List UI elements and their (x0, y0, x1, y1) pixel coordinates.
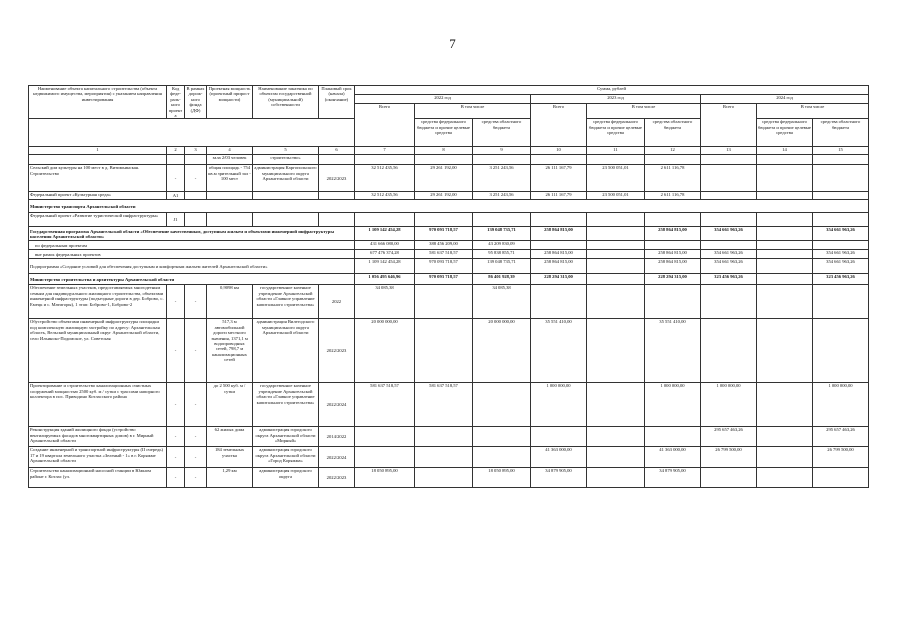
road-fund-cell (185, 192, 207, 200)
table-row (29, 319, 869, 383)
table-row (29, 468, 869, 488)
road-fund-cell: - (185, 468, 207, 488)
column-number: 13 (701, 147, 757, 155)
amount-cell: 29 261 192,00 (415, 165, 473, 192)
amount-cell (473, 447, 531, 468)
amount-cell (813, 213, 869, 227)
project-code-cell: - (167, 447, 185, 468)
capacity-cell: 0,9098 км (207, 285, 253, 319)
row-label: вне рамок федеральных проектов (29, 250, 355, 259)
amount-cell (473, 213, 531, 227)
amount-cell: 139 048 735,71 (473, 259, 531, 274)
amount-cell (757, 285, 813, 319)
amount-cell (701, 192, 757, 200)
customer-cell (253, 213, 319, 227)
column-number: 10 (531, 147, 587, 155)
table-row (29, 213, 869, 227)
amount-cell: 23 500 051,01 (587, 192, 645, 200)
period-cell (319, 192, 355, 200)
amount-cell: 29 261 192,00 (415, 192, 473, 200)
amount-cell: 1 109 142 454,28 (355, 259, 415, 274)
project-code-cell: А1 (167, 192, 185, 200)
project-code-cell: - (167, 383, 185, 427)
amount-cell: 295 657 463,26 (701, 427, 757, 447)
amount-cell (415, 285, 473, 319)
column-number: 8 (415, 147, 473, 155)
project-code-cell: - (167, 468, 185, 488)
amount-cell: 354 661 963,26 (701, 227, 757, 241)
table-row (29, 285, 869, 319)
customer-cell (253, 192, 319, 200)
capacity-cell: до 2 500 куб. м / сутки (207, 383, 253, 427)
amount-cell (757, 319, 813, 383)
period-cell: 2022/2024 (319, 383, 355, 427)
amount-cell: 3 251 243,56 (473, 192, 531, 200)
row-label: Государственная программа Архангельской области «Обеспечение качественным, доступным жильем и объектами инженерной инфраструктуры населения Архангельской области» (29, 227, 355, 241)
amount-cell: 677 476 374,28 (355, 250, 415, 259)
amount-cell: 18 050 895,00 (473, 468, 531, 488)
amount-cell: 41 363 000,00 (645, 447, 701, 468)
amount-cell (645, 213, 701, 227)
amount-cell: 970 093 718,57 (415, 259, 473, 274)
object-name-cell: Строительство канализационной насосной станции в Южном районе г. Котлас (ул. (29, 468, 167, 488)
customer-cell: администрация городского округа Архангельской области «Город Коряжма» (253, 447, 319, 468)
road-fund-cell: - (185, 427, 207, 447)
amount-cell: 20 000 000,00 (473, 319, 531, 383)
period-cell (319, 155, 355, 165)
amount-cell: 1 000 000,00 (813, 383, 869, 427)
amount-cell (415, 213, 473, 227)
amount-cell (813, 192, 869, 200)
amount-cell: 388 456 209,00 (415, 241, 473, 250)
amount-cell (531, 213, 587, 227)
object-name-cell: Реконструкция зданий жилищного фонда (устройство вентилируемых фасадов многоквартирных домов) в г. Мирный Архангельской области (29, 427, 167, 447)
amount-cell (757, 241, 813, 250)
amount-cell: 2 611 116,78 (645, 192, 701, 200)
header-year-2023: 2023 год (531, 95, 701, 104)
amount-cell: 431 666 080,00 (355, 241, 415, 250)
amount-cell (701, 155, 757, 165)
header-federal-funds: средства федерального бюджета и прочие целевые средства (587, 119, 645, 147)
header-federal-funds: средства федерального бюджета и прочие целевые средства (757, 119, 813, 147)
project-code-cell: - (167, 319, 185, 383)
amount-cell: 354 661 963,26 (701, 250, 757, 259)
column-number: 3 (185, 147, 207, 155)
header-project-code: Код феде-раль-ного проекта (167, 86, 185, 119)
amount-cell: 1 109 142 454,28 (355, 227, 415, 241)
column-number: 9 (473, 147, 531, 155)
header-capacity: Проектная мощность (проектный прирост мощности) (207, 86, 253, 119)
amount-cell: 32 512 435,56 (355, 165, 415, 192)
row-label: Подпрограмма «Создание условий для обеспечения доступным и комфортным жильем жителей Архангельской области» (29, 259, 355, 274)
amount-cell: 26 111 167,79 (531, 192, 587, 200)
capacity-cell: 184 земельных участка (207, 447, 253, 468)
table-row (29, 274, 869, 285)
amount-cell (757, 447, 813, 468)
header-total: Всего (355, 104, 415, 147)
table-row (29, 227, 869, 241)
amount-cell (415, 427, 473, 447)
amount-cell (587, 383, 645, 427)
amount-cell: 18 050 895,00 (355, 468, 415, 488)
period-cell (319, 213, 355, 227)
amount-cell: 581 637 518,57 (415, 250, 473, 259)
amount-cell: 20 000 000,00 (355, 319, 415, 383)
capacity-cell: 1,29 км (207, 468, 253, 488)
amount-cell (701, 319, 757, 383)
amount-cell (813, 319, 869, 383)
amount-cell: 26 799 500,00 (813, 447, 869, 468)
column-number: 12 (645, 147, 701, 155)
column-number: 11 (587, 147, 645, 155)
header-total: Всего (531, 104, 587, 147)
amount-cell: 1 000 000,00 (645, 383, 701, 427)
object-name-cell: Обустройство объектами инженерной инфраструктуры площадки под комплексную жилищную застройку по адресу: Архангельская область, Вельский муниципальный округ Архангельской области, село Ильинско-Подомское, ул. Советская (29, 319, 167, 383)
amount-cell: 41 363 000,00 (531, 447, 587, 468)
road-fund-cell (185, 213, 207, 227)
amount-cell (757, 250, 813, 259)
amount-cell (587, 250, 645, 259)
amount-cell (531, 241, 587, 250)
capacity-cell: общая площадь - 754 кв.м зрительный зал - 100 мест (207, 165, 253, 192)
amount-cell (415, 155, 473, 165)
header-including: В том числе (587, 104, 701, 119)
capacity-cell (207, 213, 253, 227)
amount-cell: 354 661 963,26 (813, 227, 869, 241)
amount-cell (645, 241, 701, 250)
amount-cell: 139 048 735,71 (473, 227, 531, 241)
amount-cell: 258 864 815,00 (531, 227, 587, 241)
amount-cell: 34 085,38 (355, 285, 415, 319)
amount-cell (813, 155, 869, 165)
period-cell: 2022 (319, 285, 355, 319)
amount-cell: 26 111 167,79 (531, 165, 587, 192)
amount-cell: 295 657 463,26 (813, 427, 869, 447)
header-customer: Наименование заказчика по объектам государственной (муниципальной) собственности (253, 86, 319, 119)
amount-cell: 323 456 963,26 (813, 274, 869, 285)
amount-cell (587, 274, 645, 285)
amount-cell (813, 241, 869, 250)
table-row (29, 192, 869, 200)
amount-cell: 34 879 905,00 (645, 468, 701, 488)
header-regional-funds: средства областного бюджета (813, 119, 869, 147)
road-fund-cell: - (185, 319, 207, 383)
column-number: 6 (319, 147, 355, 155)
amount-cell (587, 447, 645, 468)
road-fund-cell (185, 155, 207, 165)
amount-cell (757, 274, 813, 285)
table-row (29, 259, 869, 274)
amount-cell (415, 468, 473, 488)
page-number: 7 (449, 36, 456, 51)
amount-cell (587, 285, 645, 319)
amount-cell: 43 209 830,09 (473, 241, 531, 250)
amount-cell (701, 213, 757, 227)
object-name-cell (29, 155, 167, 165)
amount-cell: 354 661 963,26 (813, 259, 869, 274)
header-year-2022: 2022 год (355, 95, 531, 104)
period-cell: 2022/2023 (319, 468, 355, 488)
header-sums: Сумма, рублей (355, 86, 869, 95)
amount-cell: 354 661 963,26 (813, 250, 869, 259)
header-including: В том числе (415, 104, 531, 119)
project-code-cell (167, 155, 185, 165)
amount-cell: 34 879 905,00 (531, 468, 587, 488)
amount-cell: 32 512 435,56 (355, 192, 415, 200)
investment-table (28, 85, 869, 488)
amount-cell (355, 155, 415, 165)
customer-cell: государственное казенное учреждение Архангельской области «Главное управление капитального строительства» (253, 383, 319, 427)
header-federal-funds: средства федерального бюджета и прочие целевые средства (415, 119, 473, 147)
capacity-cell: 62 жилых дома (207, 427, 253, 447)
customer-cell: администрация Вилегодского муниципального округа Архангельской области (253, 319, 319, 383)
customer-cell: администрация городского округа Архангельской области «Мирный» (253, 427, 319, 447)
amount-cell: 3 251 243,56 (473, 165, 531, 192)
amount-cell (415, 319, 473, 383)
amount-cell (531, 427, 587, 447)
amount-cell (757, 259, 813, 274)
period-cell: 2014/2022 (319, 427, 355, 447)
amount-cell: 228 294 315,00 (645, 274, 701, 285)
table-row (29, 427, 869, 447)
capacity-cell: зала 2/03 человек (207, 155, 253, 165)
project-code-cell: - (167, 285, 185, 319)
object-name-cell: Обеспечение земельных участков, предоставляемых многодетным семьям для индивидуального жилищного строительства, объектами инженерной инфраструктуры (подъездные дороги в дер. Боброво, с. Емецк и с. Матигоры), 1 этап: Боброво-1, Боброво-2 (29, 285, 167, 319)
amount-cell (587, 468, 645, 488)
customer-cell: администрация Каргопольского муниципального округа Архангельской области (253, 165, 319, 192)
header-object-name: Наименование объекта капитального строительства (объекта недвижимого имущества, мероприятия) с указанием направления инвестирования (29, 86, 167, 119)
header-spacer (29, 119, 355, 147)
amount-cell: 2 611 116,78 (645, 165, 701, 192)
column-number: 4 (207, 147, 253, 155)
amount-cell: 86 401 928,39 (473, 274, 531, 285)
project-code-cell: J1 (167, 213, 185, 227)
amount-cell (355, 213, 415, 227)
amount-cell (587, 259, 645, 274)
amount-cell (701, 468, 757, 488)
amount-cell (587, 155, 645, 165)
header-regional-funds: средства областного бюджета (473, 119, 531, 147)
section-title: Министерство транспорта Архангельской области (29, 200, 869, 213)
capacity-cell (207, 192, 253, 200)
amount-cell: 228 294 315,00 (531, 274, 587, 285)
amount-cell (587, 227, 645, 241)
table-row (29, 165, 869, 192)
amount-cell (757, 468, 813, 488)
header-road-fund: В рамках дорож-ного фонда (ДФ) (185, 86, 207, 119)
amount-cell (587, 213, 645, 227)
capacity-cell: 517,3 м автомобильной дороги местного значения, 1371,1 м водопроводных сетей, 798,7 м канализационных сетей (207, 319, 253, 383)
road-fund-cell: - (185, 383, 207, 427)
project-code-cell: - (167, 165, 185, 192)
amount-cell: 34 085,38 (473, 285, 531, 319)
amount-cell (701, 165, 757, 192)
header-including: В том числе (757, 104, 869, 119)
amount-cell: 354 661 963,26 (701, 259, 757, 274)
amount-cell: 970 093 718,57 (415, 227, 473, 241)
amount-cell (701, 285, 757, 319)
amount-cell (473, 427, 531, 447)
amount-cell (645, 155, 701, 165)
table-row (29, 155, 869, 165)
amount-cell (355, 447, 415, 468)
amount-cell: 258 864 815,00 (645, 250, 701, 259)
amount-cell (813, 165, 869, 192)
road-fund-cell: - (185, 165, 207, 192)
amount-cell (531, 155, 587, 165)
amount-cell: 258 864 815,00 (645, 227, 701, 241)
amount-cell: 581 637 518,57 (415, 383, 473, 427)
amount-cell (813, 285, 869, 319)
amount-cell: 35 551 410,00 (531, 319, 587, 383)
customer-cell: администрация городского округа (253, 468, 319, 488)
object-name-cell: Федеральный проект «Развитие туристической инфраструктуры» (29, 213, 167, 227)
amount-cell: 1 000 000,00 (531, 383, 587, 427)
amount-cell (645, 427, 701, 447)
column-number: 15 (813, 147, 869, 155)
amount-cell: 970 093 718,57 (415, 274, 473, 285)
amount-cell (587, 427, 645, 447)
header-total: Всего (701, 104, 757, 147)
column-number: 7 (355, 147, 415, 155)
period-cell: 2022/2023 (319, 319, 355, 383)
amount-cell (757, 155, 813, 165)
amount-cell (415, 447, 473, 468)
object-name-cell: Создание инженерной и транспортной инфраструктуры (II очередь) 17 и 19 квартала земельного участка «Зеленый - 1» в г. Коряжме Архангельской области (29, 447, 167, 468)
amount-cell: 23 500 051,01 (587, 165, 645, 192)
column-number: 5 (253, 147, 319, 155)
period-cell: 2022/2024 (319, 447, 355, 468)
header-period: Плановый срок (начала) (окончание) (319, 86, 355, 119)
table-row (29, 250, 869, 259)
header-year-2024: 2024 год (701, 95, 869, 104)
table-row (29, 383, 869, 427)
amount-cell (757, 427, 813, 447)
object-name-cell: Сельский дом культуры на 100 мест в д. Витимьинская. Строительство (29, 165, 167, 192)
amount-cell: 581 637 518,57 (355, 383, 415, 427)
amount-cell (757, 165, 813, 192)
amount-cell: 35 551 410,00 (645, 319, 701, 383)
header-regional-funds: средства областного бюджета (645, 119, 701, 147)
period-cell: 2022/2023 (319, 165, 355, 192)
amount-cell (813, 468, 869, 488)
road-fund-cell: - (185, 447, 207, 468)
amount-cell (757, 213, 813, 227)
amount-cell (757, 383, 813, 427)
amount-cell (355, 427, 415, 447)
amount-cell (531, 285, 587, 319)
row-label: Министерство строительства и архитектуры Архангельской области (29, 274, 355, 285)
amount-cell (701, 241, 757, 250)
amount-cell: 95 838 855,71 (473, 250, 531, 259)
amount-cell: 1 056 495 646,96 (355, 274, 415, 285)
amount-cell (757, 192, 813, 200)
table-row (29, 241, 869, 250)
amount-cell (473, 383, 531, 427)
road-fund-cell: - (185, 285, 207, 319)
amount-cell (587, 319, 645, 383)
object-name-cell: Проектирование и строительство канализационных очистных сооружений мощностью 2500 куб. м / сутки с трассами напорного коллектора в пос. Приводино Котласского района (29, 383, 167, 427)
table-row (29, 447, 869, 468)
amount-cell: 26 799 500,00 (701, 447, 757, 468)
amount-cell: 258 864 815,00 (531, 250, 587, 259)
amount-cell (645, 285, 701, 319)
amount-cell (757, 227, 813, 241)
column-number: 14 (757, 147, 813, 155)
amount-cell: 1 000 000,00 (701, 383, 757, 427)
amount-cell: 258 864 815,00 (645, 259, 701, 274)
amount-cell (587, 241, 645, 250)
project-code-cell: - (167, 427, 185, 447)
table-row (29, 200, 869, 213)
customer-cell: государственное казенное учреждение Архангельской области «Главное управление капитального строительства» (253, 285, 319, 319)
amount-cell (473, 155, 531, 165)
amount-cell: 323 456 963,26 (701, 274, 757, 285)
amount-cell: 258 864 815,00 (531, 259, 587, 274)
row-label: по федеральным проектам (29, 241, 355, 250)
column-number: 2 (167, 147, 185, 155)
object-name-cell: Федеральный проект «Культурная среда» (29, 192, 167, 200)
customer-cell: строительство» (253, 155, 319, 165)
column-number: 1 (29, 147, 167, 155)
